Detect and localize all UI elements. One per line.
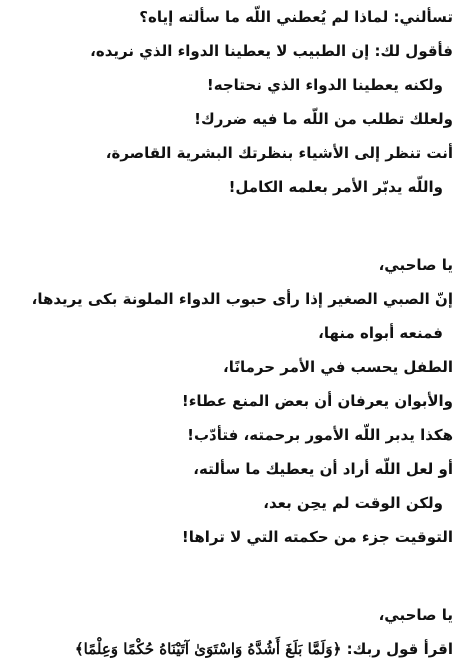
text-line: التوقيت جزء من حكمته التي لا تراها! (181, 528, 453, 546)
text-line: أو لعل اللّه أراد أن يعطيك ما سألته، (193, 460, 453, 478)
text-line: يا صاحبي، (378, 256, 453, 274)
text-line: أنت تنظر إلى الأشياء بنظرتك البشرية القاصرة، (105, 144, 453, 162)
text-line: هكذا يدبر اللّه الأمور برحمته، فتأدّب! (187, 426, 453, 444)
text-line: فأقول لك: إن الطبيب لا يعطينا الدواء الذي نريده، (90, 42, 453, 60)
text-line: فمنعه أبواه منها، (318, 324, 443, 342)
text-line: الطفل يحسب في الأمر حرمانًا، (223, 358, 453, 376)
text-line: إنّ الصبي الصغير إذا رأى حبوب الدواء الملونة بكى يريدها، (31, 290, 453, 308)
stanza-2 (10, 248, 453, 554)
quran-verse: ﴿وَلَمَّا بَلَغَ أَشُدَّهُ وَاسْتَوَىٰ آتَيْنَاهُ حُكْمًا وَعِلْمًا﴾ (74, 640, 342, 658)
quote-intro: اقرأ قول ربك: (341, 640, 453, 658)
text-line: واللّه يدبّر الأمر بعلمه الكامل! (228, 178, 443, 196)
stanza-1 (10, 0, 453, 204)
text-line: والأبوان يعرفان أن بعض المنع عطاء! (181, 392, 453, 410)
text-line: يا صاحبي، (378, 606, 453, 624)
text-line: ولعلك تطلب من اللّه ما فيه ضررك! (194, 110, 453, 128)
text-line-quote (10, 632, 453, 666)
text-line: ولكنه يعطينا الدواء الذي نحتاجه! (206, 76, 443, 94)
text-line: ولكن الوقت لم يحِن بعد، (263, 494, 443, 512)
text-line: تسألني: لماذا لم يُعطني اللّه ما سألته إياه؟ (139, 8, 453, 26)
stanza-3 (10, 598, 453, 666)
